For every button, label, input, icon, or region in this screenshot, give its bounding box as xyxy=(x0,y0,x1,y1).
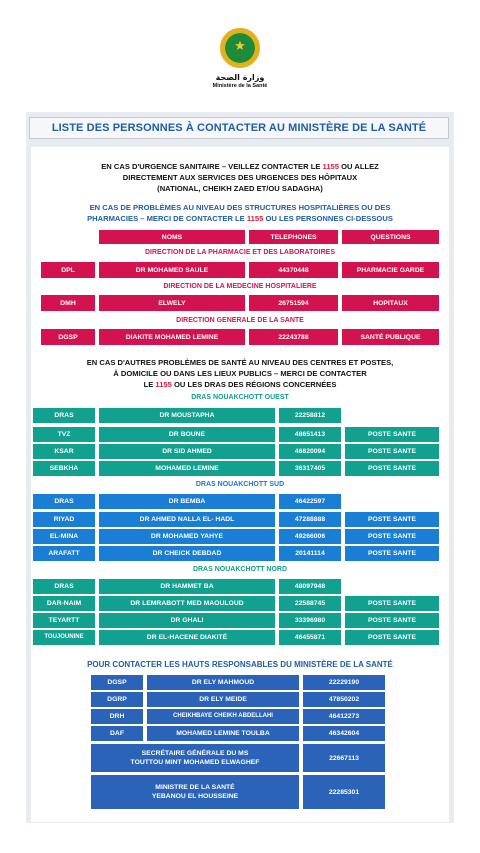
row-name: DR MOHAMED SAULE xyxy=(99,262,245,278)
row-code: DGSP xyxy=(91,675,143,690)
secretary-general-name: TOUTTOU MINT MOHAMED ELWAGHEF xyxy=(130,759,260,766)
other-notice-line3: LE xyxy=(143,380,156,389)
hospital-notice-line2: PHARMACIES – MERCI DE CONTACTER LE xyxy=(87,214,247,223)
header-noms: NOMS xyxy=(99,230,245,244)
minister-phone: 22285301 xyxy=(303,775,385,809)
row-phone: 44370448 xyxy=(249,262,338,278)
row-code: DAF xyxy=(91,726,143,741)
row-phone: 22243788 xyxy=(249,329,338,345)
row-phone: 48097948 xyxy=(279,579,341,594)
page-title-box xyxy=(29,117,449,139)
row-phone: 46455871 xyxy=(279,630,341,645)
row-question: POSTE SANTE xyxy=(345,613,439,628)
row-name: DR BEMBA xyxy=(99,494,275,509)
row-phone: 22588745 xyxy=(279,596,341,611)
section-title-hauts-responsables: POUR CONTACTER LES HAUTS RESPONSABLES DU MINISTÈRE DE LA SANTÉ xyxy=(87,660,393,669)
emergency-notice-text-end: OU ALLEZ xyxy=(339,162,379,171)
row-question: POSTE SANTE xyxy=(345,546,439,561)
row-code: DRAS xyxy=(33,494,95,509)
ministry-header xyxy=(0,28,480,89)
row-code: DPL xyxy=(41,262,95,278)
row-name: DR BOUNE xyxy=(99,427,275,442)
row-code: KSAR xyxy=(33,444,95,459)
row-question: POSTE SANTE xyxy=(345,529,439,544)
row-name: DIAKITE MOHAMED LEMINE xyxy=(99,329,245,345)
ministry-name-arabic: وزارة الصحة xyxy=(215,73,265,82)
row-phone: 26751594 xyxy=(249,295,338,311)
section-title-dmh: DIRECTION DE LA MEDECINE HOSPITALIERE xyxy=(163,283,317,290)
row-name: DR CHEICK DEBDAD xyxy=(99,546,275,561)
ministry-name-french: Ministère de la Santé xyxy=(212,83,268,89)
section-title-dras-nord: DRAS NOUAKCHOTT NORD xyxy=(192,566,288,573)
row-code: DGRP xyxy=(91,692,143,707)
hospital-notice-line1: EN CAS DE PROBLÈMES AU NIVEAU DES STRUCTURES HOSPITALIÈRES OU DES xyxy=(89,203,391,212)
row-code: TEYARTT xyxy=(33,613,95,628)
row-code: DAR-NAIM xyxy=(33,596,95,611)
row-question: POSTE SANTE xyxy=(345,596,439,611)
row-name: DR ELY MEIDE xyxy=(147,692,299,707)
row-name: DR SID AHMED xyxy=(99,444,275,459)
emergency-number: 1155 xyxy=(322,162,340,171)
row-code: DRH xyxy=(91,709,143,724)
row-name: DR MOHAMED YAHYE xyxy=(99,529,275,544)
secretary-general-cell xyxy=(91,744,299,772)
row-name: DR LEMRABOTT MED MAOULOUD xyxy=(99,596,275,611)
row-phone: 33396980 xyxy=(279,613,341,628)
row-question: POSTE SANTE xyxy=(345,444,439,459)
row-question: POSTE SANTE xyxy=(345,427,439,442)
emergency-notice-line2: DIRECTEMENT AUX SERVICES DES URGENCES DES HÔPITAUX xyxy=(122,173,358,182)
other-notice-line1: EN CAS D'AUTRES PROBLÈMES DE SANTÉ AU NIVEAU DES CENTRES ET POSTES, xyxy=(86,358,394,367)
section-title-dras-ouest: DRAS NOUAKCHOTT OUEST xyxy=(191,394,289,401)
row-name: DR MOUSTAPHA xyxy=(99,408,275,423)
national-emblem-icon: ★ xyxy=(220,28,260,68)
row-phone: 20141114 xyxy=(279,546,341,561)
minister-name: YEBANOU EL HOUSSEINE xyxy=(151,793,239,800)
minister-title: MINISTRE DE LA SANTÉ xyxy=(155,784,235,791)
header-questions: QUESTIONS xyxy=(342,230,439,244)
other-notice-line3-end: OU LES DRAS DES RÉGIONS CONCERNÉES xyxy=(171,380,337,389)
row-name: DR EL-HACENE DIAKITÉ xyxy=(99,630,275,645)
row-phone: 48651413 xyxy=(279,427,341,442)
hospital-notice-line2-end: OU LES PERSONNES CI-DESSOUS xyxy=(263,214,393,223)
row-question: POSTE SANTE xyxy=(345,630,439,645)
row-question: PHARMACIE GARDE xyxy=(342,262,439,278)
row-code: TVZ xyxy=(33,427,95,442)
row-code: RIYAD xyxy=(33,512,95,527)
row-question: POSTE SANTE xyxy=(345,461,439,476)
other-emergency-number: 1155 xyxy=(155,380,172,389)
hospital-emergency-number: 1155 xyxy=(246,214,264,223)
other-notice-line2: À DOMICILE OU DANS LES LIEUX PUBLICS – MERCI DE CONTACTER xyxy=(113,369,367,378)
row-code: ARAFATT xyxy=(33,546,95,561)
row-name: DR GHALI xyxy=(99,613,275,628)
row-phone: 36317405 xyxy=(279,461,341,476)
row-name: MOHAMED LEMINE xyxy=(99,461,275,476)
hospital-notice xyxy=(31,202,449,224)
emergency-notice-line3: (NATIONAL, CHEIKH ZAED ET/OU SADAGHA) xyxy=(157,184,323,193)
section-title-dpl: DIRECTION DE LA PHARMACIE ET DES LABORATOIRES xyxy=(144,249,336,256)
row-phone: 46820094 xyxy=(279,444,341,459)
row-phone: 49266006 xyxy=(279,529,341,544)
header-telephones: TELEPHONES xyxy=(249,230,338,244)
other-problems-notice xyxy=(31,357,449,390)
row-name: CHEIKHBAYE CHEIKH ABDELLAHI xyxy=(147,709,299,724)
row-code: DRAS xyxy=(33,408,95,423)
row-name: ELWELY xyxy=(99,295,245,311)
row-phone: 22229190 xyxy=(303,675,385,690)
secretary-general-title: SECRÉTAIRE GÉNÉRALE DU MS xyxy=(141,750,249,757)
page-title: LISTE DES PERSONNES À CONTACTER AU MINISTÈRE DE LA SANTÉ xyxy=(51,122,427,134)
row-phone: 22258812 xyxy=(279,408,341,423)
row-phone: 46422597 xyxy=(279,494,341,509)
row-code: SEBKHA xyxy=(33,461,95,476)
row-question: HOPITAUX xyxy=(342,295,439,311)
row-question: SANTÉ PUBLIQUE xyxy=(342,329,439,345)
secretary-general-phone: 22667113 xyxy=(303,744,385,772)
emergency-notice xyxy=(31,161,449,194)
minister-cell xyxy=(91,775,299,809)
row-code: DRAS xyxy=(33,579,95,594)
row-phone: 46342604 xyxy=(303,726,385,741)
row-code: DGSP xyxy=(41,329,95,345)
row-name: DR HAMMET BA xyxy=(99,579,275,594)
row-name: MOHAMED LEMINE TOULBA xyxy=(147,726,299,741)
section-title-dras-sud: DRAS NOUAKCHOTT SUD xyxy=(195,481,285,488)
row-phone: 47850202 xyxy=(303,692,385,707)
row-code: DMH xyxy=(41,295,95,311)
row-question: POSTE SANTE xyxy=(345,512,439,527)
content-area xyxy=(31,147,449,822)
emergency-notice-text: EN CAS D'URGENCE SANITAIRE – VEILLEZ CONTACTER LE xyxy=(101,162,323,171)
section-title-dgsp: DIRECTION GENERALE DE LA SANTE xyxy=(176,317,304,324)
row-code: TOUJOUNINE xyxy=(33,630,95,645)
row-name: DR AHMED NALLA EL- HADL xyxy=(99,512,275,527)
row-phone: 46412273 xyxy=(303,709,385,724)
row-code: EL-MINA xyxy=(33,529,95,544)
row-name: DR ELY MAHMOUD xyxy=(147,675,299,690)
row-phone: 47288888 xyxy=(279,512,341,527)
